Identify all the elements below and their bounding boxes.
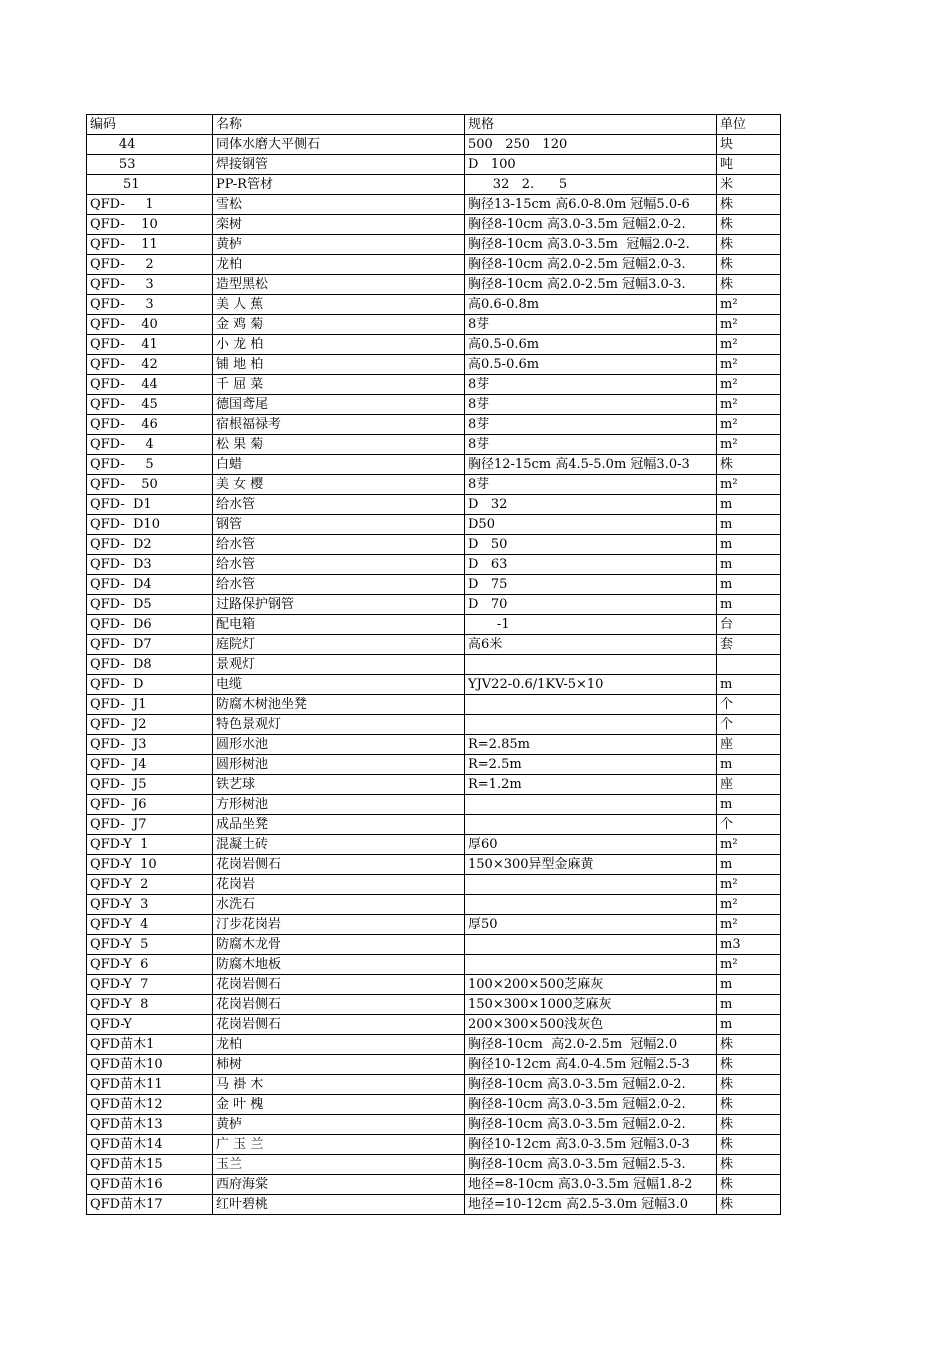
name-cell[interactable]: 花岗岩	[213, 875, 465, 895]
spec-cell[interactable]	[465, 935, 717, 955]
table-row	[87, 975, 781, 995]
name-cell[interactable]: 过路保护钢管	[213, 595, 465, 615]
unit-cell[interactable]: m²	[717, 355, 781, 375]
table-row	[87, 695, 781, 715]
table-row	[87, 175, 781, 195]
table-row	[87, 135, 781, 155]
unit-cell[interactable]: 株	[717, 215, 781, 235]
name-cell[interactable]: 庭院灯	[213, 635, 465, 655]
table-row	[87, 335, 781, 355]
name-cell[interactable]: 花岗岩侧石	[213, 975, 465, 995]
code-cell[interactable]: QFD苗木15	[87, 1155, 213, 1175]
unit-cell[interactable]: m²	[717, 415, 781, 435]
unit-cell[interactable]: 株	[717, 1075, 781, 1095]
code-cell[interactable]: QFD- D5	[87, 595, 213, 615]
unit-cell[interactable]: 套	[717, 635, 781, 655]
name-cell[interactable]: 给水管	[213, 575, 465, 595]
spec-cell[interactable]: 8芽	[465, 315, 717, 335]
unit-cell[interactable]: 株	[717, 1055, 781, 1075]
name-cell[interactable]: 黄栌	[213, 1115, 465, 1135]
name-cell[interactable]: 水洗石	[213, 895, 465, 915]
table-row	[87, 655, 781, 675]
table-row	[87, 735, 781, 755]
spec-cell[interactable]: 胸径8-10cm 高3.0-3.5m 冠幅2.0-2.	[465, 215, 717, 235]
unit-cell[interactable]: 株	[717, 235, 781, 255]
unit-cell[interactable]: 个	[717, 815, 781, 835]
table-row	[87, 1175, 781, 1195]
table-row	[87, 455, 781, 475]
name-cell[interactable]: 美 女 樱	[213, 475, 465, 495]
name-cell[interactable]: 宿根福禄考	[213, 415, 465, 435]
name-cell[interactable]: 焊接钢管	[213, 155, 465, 175]
header-row	[87, 115, 781, 135]
table-row	[87, 1195, 781, 1215]
table-row	[87, 215, 781, 235]
unit-cell[interactable]: m²	[717, 315, 781, 335]
table-row	[87, 715, 781, 735]
header-spec[interactable]: 规格	[465, 115, 717, 135]
code-cell[interactable]: QFD- 1	[87, 195, 213, 215]
spec-cell[interactable]: 厚60	[465, 835, 717, 855]
unit-cell[interactable]: m	[717, 795, 781, 815]
spec-cell[interactable]: D 75	[465, 575, 717, 595]
name-cell[interactable]: 同体水磨大平侧石	[213, 135, 465, 155]
name-cell[interactable]: 千 屈 菜	[213, 375, 465, 395]
table-row	[87, 155, 781, 175]
name-cell[interactable]: 铁艺球	[213, 775, 465, 795]
code-cell[interactable]: QFD- 3	[87, 275, 213, 295]
table-row	[87, 295, 781, 315]
spec-cell[interactable]	[465, 815, 717, 835]
code-cell[interactable]: QFD-Y 6	[87, 955, 213, 975]
spec-cell[interactable]	[465, 795, 717, 815]
table-row	[87, 435, 781, 455]
unit-cell[interactable]: m²	[717, 875, 781, 895]
spec-cell[interactable]: R=2.5m	[465, 755, 717, 775]
name-cell[interactable]: PP-R管材	[213, 175, 465, 195]
name-cell[interactable]: 方形树池	[213, 795, 465, 815]
header-code[interactable]: 编码	[87, 115, 213, 135]
spec-cell[interactable]: 胸径10-12cm 高3.0-3.5m 冠幅3.0-3	[465, 1135, 717, 1155]
name-cell[interactable]: 花岗岩侧石	[213, 995, 465, 1015]
spec-cell[interactable]: 100×200×500芝麻灰	[465, 975, 717, 995]
unit-cell[interactable]: m²	[717, 895, 781, 915]
table-row	[87, 515, 781, 535]
table-row	[87, 755, 781, 775]
name-cell[interactable]: 西府海棠	[213, 1175, 465, 1195]
code-cell[interactable]: QFD苗木13	[87, 1115, 213, 1135]
unit-cell[interactable]: m3	[717, 935, 781, 955]
spec-cell[interactable]: 高6米	[465, 635, 717, 655]
spec-cell[interactable]: D 100	[465, 155, 717, 175]
name-cell[interactable]: 电缆	[213, 675, 465, 695]
unit-cell[interactable]: 个	[717, 695, 781, 715]
spec-cell[interactable]: 8芽	[465, 395, 717, 415]
code-cell[interactable]: QFD-Y 7	[87, 975, 213, 995]
table-row	[87, 615, 781, 635]
table-row	[87, 815, 781, 835]
code-cell[interactable]: QFD- D6	[87, 615, 213, 635]
code-cell[interactable]: QFD- 10	[87, 215, 213, 235]
spec-cell[interactable]: D 63	[465, 555, 717, 575]
name-cell[interactable]: 铺 地 柏	[213, 355, 465, 375]
table-row	[87, 775, 781, 795]
unit-cell[interactable]: 株	[717, 455, 781, 475]
table-row	[87, 555, 781, 575]
code-cell[interactable]: QFD苗木14	[87, 1135, 213, 1155]
code-cell[interactable]: QFD- 45	[87, 395, 213, 415]
name-cell[interactable]: 龙柏	[213, 255, 465, 275]
spec-cell[interactable]: 胸径12-15cm 高4.5-5.0m 冠幅3.0-3	[465, 455, 717, 475]
unit-cell[interactable]: 块	[717, 135, 781, 155]
name-cell[interactable]: 配电箱	[213, 615, 465, 635]
code-cell[interactable]: QFD- J3	[87, 735, 213, 755]
code-cell[interactable]: QFD-Y 4	[87, 915, 213, 935]
code-cell[interactable]: QFD- D10	[87, 515, 213, 535]
name-cell[interactable]: 防腐木树池坐凳	[213, 695, 465, 715]
code-cell[interactable]: QFD苗木16	[87, 1175, 213, 1195]
spec-cell[interactable]: D 70	[465, 595, 717, 615]
unit-cell[interactable]: m	[717, 575, 781, 595]
spec-cell[interactable]: 胸径8-10cm 高3.0-3.5m 冠幅2.5-3.	[465, 1155, 717, 1175]
spec-cell[interactable]: 150×300异型金麻黄	[465, 855, 717, 875]
spec-cell[interactable]: 500 250 120	[465, 135, 717, 155]
spec-cell[interactable]: 厚50	[465, 915, 717, 935]
table-row	[87, 1095, 781, 1115]
table-row	[87, 395, 781, 415]
spec-cell[interactable]	[465, 715, 717, 735]
unit-cell[interactable]: m	[717, 855, 781, 875]
unit-cell[interactable]: 株	[717, 1135, 781, 1155]
spec-cell[interactable]: 高0.5-0.6m	[465, 355, 717, 375]
unit-cell[interactable]: 台	[717, 615, 781, 635]
unit-cell[interactable]: m²	[717, 835, 781, 855]
code-cell[interactable]: QFD- J6	[87, 795, 213, 815]
table-row	[87, 855, 781, 875]
spec-cell[interactable]	[465, 655, 717, 675]
code-cell[interactable]: QFD苗木10	[87, 1055, 213, 1075]
table-row	[87, 1115, 781, 1135]
table-row	[87, 895, 781, 915]
table-row	[87, 995, 781, 1015]
name-cell[interactable]: 金 叶 槐	[213, 1095, 465, 1115]
code-cell[interactable]: QFD- 46	[87, 415, 213, 435]
name-cell[interactable]: 景观灯	[213, 655, 465, 675]
code-cell[interactable]: QFD-Y 1	[87, 835, 213, 855]
unit-cell[interactable]: 米	[717, 175, 781, 195]
unit-cell[interactable]: m	[717, 495, 781, 515]
code-cell[interactable]: QFD-Y 8	[87, 995, 213, 1015]
spec-cell[interactable]: 8芽	[465, 475, 717, 495]
unit-cell[interactable]: m	[717, 555, 781, 575]
code-cell[interactable]: 51	[87, 175, 213, 195]
name-cell[interactable]: 金 鸡 菊	[213, 315, 465, 335]
code-cell[interactable]: QFD-Y 5	[87, 935, 213, 955]
table-row	[87, 1055, 781, 1075]
spec-cell[interactable]: 32 2. 5	[465, 175, 717, 195]
table-row	[87, 675, 781, 695]
name-cell[interactable]: 红叶碧桃	[213, 1195, 465, 1215]
unit-cell[interactable]: 株	[717, 1095, 781, 1115]
name-cell[interactable]: 松 果 菊	[213, 435, 465, 455]
spec-cell[interactable]: R=1.2m	[465, 775, 717, 795]
material-table-body	[87, 115, 781, 1215]
name-cell[interactable]: 龙柏	[213, 1035, 465, 1055]
spec-cell[interactable]: 胸径13-15cm 高6.0-8.0m 冠幅5.0-6	[465, 195, 717, 215]
name-cell[interactable]: 雪松	[213, 195, 465, 215]
table-row	[87, 1075, 781, 1095]
name-cell[interactable]: 玉兰	[213, 1155, 465, 1175]
unit-cell[interactable]: m²	[717, 915, 781, 935]
name-cell[interactable]: 小 龙 柏	[213, 335, 465, 355]
table-row	[87, 495, 781, 515]
name-cell[interactable]: 特色景观灯	[213, 715, 465, 735]
name-cell[interactable]: 马 褂 木	[213, 1075, 465, 1095]
spec-cell[interactable]: D 32	[465, 495, 717, 515]
table-row	[87, 1135, 781, 1155]
spec-cell[interactable]: 地径=10-12cm 高2.5-3.0m 冠幅3.0	[465, 1195, 717, 1215]
unit-cell[interactable]: m	[717, 995, 781, 1015]
name-cell[interactable]: 广 玉 兰	[213, 1135, 465, 1155]
code-cell[interactable]: QFD- 50	[87, 475, 213, 495]
unit-cell[interactable]	[717, 655, 781, 675]
table-row	[87, 915, 781, 935]
spec-cell[interactable]	[465, 695, 717, 715]
unit-cell[interactable]: m²	[717, 475, 781, 495]
table-row	[87, 535, 781, 555]
spec-cell[interactable]: 胸径8-10cm 高3.0-3.5m 冠幅2.0-2.	[465, 1115, 717, 1135]
table-row	[87, 955, 781, 975]
name-cell[interactable]: 给水管	[213, 555, 465, 575]
unit-cell[interactable]: 座	[717, 735, 781, 755]
name-cell[interactable]: 混凝土砖	[213, 835, 465, 855]
spec-cell[interactable]: -1	[465, 615, 717, 635]
code-cell[interactable]: QFD- 42	[87, 355, 213, 375]
spec-cell[interactable]	[465, 875, 717, 895]
spec-cell[interactable]: 200×300×500浅灰色	[465, 1015, 717, 1035]
code-cell[interactable]: QFD- D3	[87, 555, 213, 575]
code-cell[interactable]: QFD- J2	[87, 715, 213, 735]
code-cell[interactable]: QFD-Y	[87, 1015, 213, 1035]
spec-cell[interactable]: 8芽	[465, 435, 717, 455]
spec-cell[interactable]	[465, 895, 717, 915]
spec-cell[interactable]: D50	[465, 515, 717, 535]
name-cell[interactable]: 汀步花岗岩	[213, 915, 465, 935]
table-row	[87, 415, 781, 435]
unit-cell[interactable]: m	[717, 595, 781, 615]
name-cell[interactable]: 德国鸢尾	[213, 395, 465, 415]
table-row	[87, 875, 781, 895]
table-row	[87, 1035, 781, 1055]
header-name[interactable]: 名称	[213, 115, 465, 135]
table-row	[87, 835, 781, 855]
unit-cell[interactable]: 株	[717, 1175, 781, 1195]
unit-cell[interactable]: m	[717, 975, 781, 995]
code-cell[interactable]: QFD- D1	[87, 495, 213, 515]
code-cell[interactable]: QFD- 11	[87, 235, 213, 255]
unit-cell[interactable]: m	[717, 535, 781, 555]
unit-cell[interactable]: m²	[717, 395, 781, 415]
spec-cell[interactable]: 胸径10-12cm 高4.0-4.5m 冠幅2.5-3	[465, 1055, 717, 1075]
code-cell[interactable]: QFD- 4	[87, 435, 213, 455]
unit-cell[interactable]: m²	[717, 435, 781, 455]
spec-cell[interactable]: 胸径8-10cm 高3.0-3.5m 冠幅2.0-2.	[465, 1095, 717, 1115]
code-cell[interactable]: QFD- J4	[87, 755, 213, 775]
name-cell[interactable]: 白蜡	[213, 455, 465, 475]
table-row	[87, 595, 781, 615]
code-cell[interactable]: QFD苗木12	[87, 1095, 213, 1115]
spec-cell[interactable]: 胸径8-10cm 高3.0-3.5m 冠幅2.0-2.	[465, 235, 717, 255]
code-cell[interactable]: QFD- 5	[87, 455, 213, 475]
table-row	[87, 255, 781, 275]
header-unit[interactable]: 单位	[717, 115, 781, 135]
unit-cell[interactable]: 株	[717, 1035, 781, 1055]
unit-cell[interactable]: 株	[717, 275, 781, 295]
code-cell[interactable]: QFD- D4	[87, 575, 213, 595]
spec-cell[interactable]: 8芽	[465, 415, 717, 435]
code-cell[interactable]: QFD- J5	[87, 775, 213, 795]
unit-cell[interactable]: 株	[717, 1195, 781, 1215]
table-row	[87, 795, 781, 815]
spec-cell[interactable]: 8芽	[465, 375, 717, 395]
table-row	[87, 315, 781, 335]
spec-cell[interactable]: 胸径8-10cm 高2.0-2.5m 冠幅2.0-3.	[465, 255, 717, 275]
code-cell[interactable]: QFD- D7	[87, 635, 213, 655]
code-cell[interactable]: QFD- 40	[87, 315, 213, 335]
name-cell[interactable]: 给水管	[213, 535, 465, 555]
name-cell[interactable]: 成品坐凳	[213, 815, 465, 835]
code-cell[interactable]: QFD- 41	[87, 335, 213, 355]
table-row	[87, 1155, 781, 1175]
spec-cell[interactable]: 高0.5-0.6m	[465, 335, 717, 355]
unit-cell[interactable]: m	[717, 755, 781, 775]
spec-cell[interactable]: R=2.85m	[465, 735, 717, 755]
code-cell[interactable]: QFD- J1	[87, 695, 213, 715]
spec-cell[interactable]: 胸径8-10cm 高3.0-3.5m 冠幅2.0-2.	[465, 1075, 717, 1095]
name-cell[interactable]: 造型黑松	[213, 275, 465, 295]
spec-cell[interactable]: 地径=8-10cm 高3.0-3.5m 冠幅1.8-2	[465, 1175, 717, 1195]
table-row	[87, 355, 781, 375]
table-row	[87, 475, 781, 495]
code-cell[interactable]: 44	[87, 135, 213, 155]
code-cell[interactable]: QFD-Y 10	[87, 855, 213, 875]
spec-cell[interactable]: 高0.6-0.8m	[465, 295, 717, 315]
name-cell[interactable]: 圆形树池	[213, 755, 465, 775]
material-table	[86, 114, 781, 1215]
unit-cell[interactable]: 株	[717, 195, 781, 215]
code-cell[interactable]: QFD- J7	[87, 815, 213, 835]
unit-cell[interactable]: m²	[717, 295, 781, 315]
spec-cell[interactable]: 胸径8-10cm 高2.0-2.5m 冠幅3.0-3.	[465, 275, 717, 295]
code-cell[interactable]: QFD苗木1	[87, 1035, 213, 1055]
table-row	[87, 275, 781, 295]
table-row	[87, 635, 781, 655]
unit-cell[interactable]: 吨	[717, 155, 781, 175]
name-cell[interactable]: 给水管	[213, 495, 465, 515]
name-cell[interactable]: 花岗岩侧石	[213, 855, 465, 875]
name-cell[interactable]: 美 人 蕉	[213, 295, 465, 315]
name-cell[interactable]: 钢管	[213, 515, 465, 535]
code-cell[interactable]: QFD- D8	[87, 655, 213, 675]
unit-cell[interactable]: m²	[717, 955, 781, 975]
unit-cell[interactable]: m	[717, 1015, 781, 1035]
table-row	[87, 195, 781, 215]
code-cell[interactable]: QFD苗木11	[87, 1075, 213, 1095]
name-cell[interactable]: 防腐木地板	[213, 955, 465, 975]
name-cell[interactable]: 柿树	[213, 1055, 465, 1075]
table-row	[87, 235, 781, 255]
code-cell[interactable]: QFD- D2	[87, 535, 213, 555]
table-row	[87, 1015, 781, 1035]
code-cell[interactable]: QFD苗木17	[87, 1195, 213, 1215]
code-cell[interactable]: QFD- 2	[87, 255, 213, 275]
unit-cell[interactable]: 株	[717, 255, 781, 275]
unit-cell[interactable]: 株	[717, 1155, 781, 1175]
unit-cell[interactable]: m	[717, 515, 781, 535]
table-row	[87, 375, 781, 395]
name-cell[interactable]: 圆形水池	[213, 735, 465, 755]
code-cell[interactable]: QFD-Y 2	[87, 875, 213, 895]
unit-cell[interactable]: m²	[717, 375, 781, 395]
spec-cell[interactable]: YJV22-0.6/1KV-5×10	[465, 675, 717, 695]
name-cell[interactable]: 栾树	[213, 215, 465, 235]
spec-cell[interactable]: D 50	[465, 535, 717, 555]
code-cell[interactable]: 53	[87, 155, 213, 175]
spec-cell[interactable]: 150×300×1000芝麻灰	[465, 995, 717, 1015]
code-cell[interactable]: QFD- D	[87, 675, 213, 695]
name-cell[interactable]: 黄栌	[213, 235, 465, 255]
code-cell[interactable]: QFD- 3	[87, 295, 213, 315]
unit-cell[interactable]: m²	[717, 335, 781, 355]
spec-cell[interactable]: 胸径8-10cm 高2.0-2.5m 冠幅2.0	[465, 1035, 717, 1055]
unit-cell[interactable]: 株	[717, 1115, 781, 1135]
unit-cell[interactable]: m	[717, 675, 781, 695]
name-cell[interactable]: 花岗岩侧石	[213, 1015, 465, 1035]
code-cell[interactable]: QFD- 44	[87, 375, 213, 395]
unit-cell[interactable]: 个	[717, 715, 781, 735]
name-cell[interactable]: 防腐木龙骨	[213, 935, 465, 955]
table-row	[87, 935, 781, 955]
table-row	[87, 575, 781, 595]
unit-cell[interactable]: 座	[717, 775, 781, 795]
spec-cell[interactable]	[465, 955, 717, 975]
code-cell[interactable]: QFD-Y 3	[87, 895, 213, 915]
